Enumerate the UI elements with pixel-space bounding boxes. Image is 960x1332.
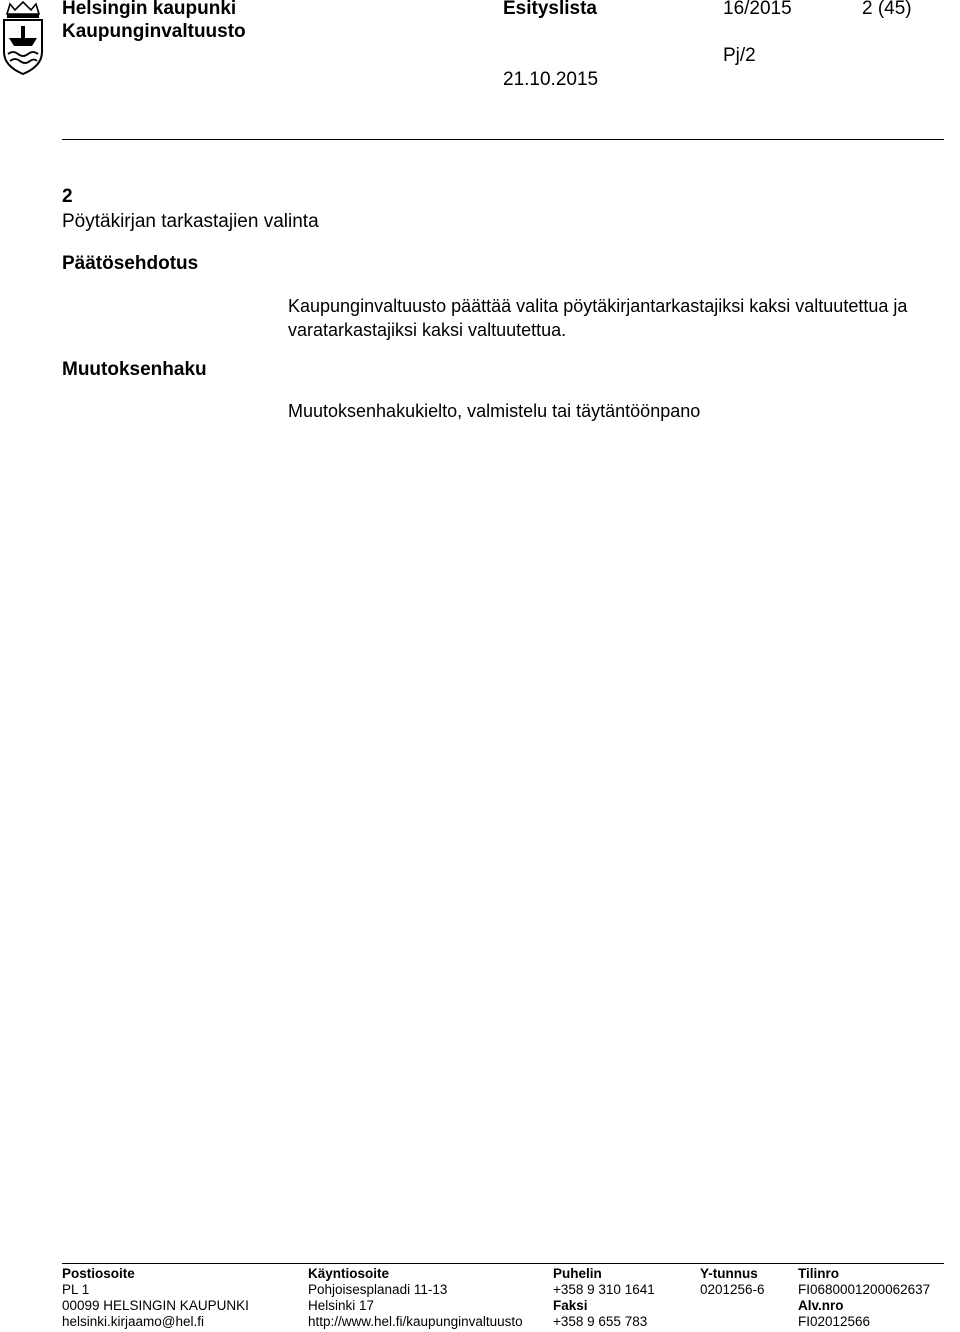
- footer-business-id: [700, 1266, 765, 1298]
- footer-postal-line1: PL 1: [62, 1282, 90, 1297]
- page-number: 2 (45): [862, 0, 912, 19]
- footer-account-heading: Tilinro: [798, 1266, 840, 1281]
- item-title: Pöytäkirjan tarkastajien valinta: [62, 211, 319, 232]
- footer-account: [798, 1266, 930, 1330]
- footer-postal-line2: 00099 HELSINGIN KAUPUNKI: [62, 1298, 249, 1313]
- footer-fax-number: +358 9 655 783: [553, 1314, 648, 1329]
- proposal-heading: Päätösehdotus: [62, 253, 199, 274]
- footer-postal-heading: Postiosoite: [62, 1266, 135, 1281]
- footer-visiting-heading: Käyntiosoite: [308, 1266, 390, 1281]
- footer-business-id-heading: Y-tunnus: [700, 1266, 758, 1281]
- footer-phone: [553, 1266, 655, 1330]
- header-divider: [62, 139, 944, 140]
- governing-body: Kaupunginvaltuusto: [62, 21, 246, 42]
- footer-postal-address: [62, 1266, 249, 1330]
- footer-divider: [62, 1263, 944, 1264]
- footer-business-id-value: 0201256-6: [700, 1282, 765, 1297]
- footer-phone-heading: Puhelin: [553, 1266, 602, 1281]
- footer-visiting-line1: Pohjoisesplanadi 11-13: [308, 1282, 448, 1297]
- section-id: Pj/2: [723, 45, 756, 66]
- meeting-date: 21.10.2015: [503, 69, 599, 90]
- appeal-heading: Muutoksenhaku: [62, 359, 207, 380]
- helsinki-coat-of-arms-icon: [0, 0, 46, 76]
- proposal-text: Kaupunginvaltuusto päättää valita pöytäkirjantarkastajiksi kaksi valtuutettua ja varatarkastajiksi kaksi valtuutettua.: [288, 296, 908, 340]
- footer-fax-heading: Faksi: [553, 1298, 588, 1313]
- footer-phone-number: +358 9 310 1641: [553, 1282, 655, 1297]
- footer-visiting-line2: Helsinki 17: [308, 1298, 375, 1313]
- footer-vat-number: FI02012566: [798, 1314, 871, 1329]
- footer-account-number: FI0680001200062637: [798, 1282, 931, 1297]
- footer-email: helsinki.kirjaamo@hel.fi: [62, 1314, 205, 1329]
- footer-vat-heading: Alv.nro: [798, 1298, 844, 1313]
- organization-name: Helsingin kaupunki: [62, 0, 237, 19]
- appeal-text: Muutoksenhakukielto, valmistelu tai täytäntöönpano: [288, 401, 701, 421]
- meeting-number: 16/2015: [723, 0, 792, 19]
- item-number: 2: [62, 186, 73, 207]
- footer-website: http://www.hel.fi/kaupunginvaltuusto: [308, 1314, 523, 1329]
- footer-visiting-address: [308, 1266, 523, 1330]
- document-type: Esityslista: [503, 0, 597, 19]
